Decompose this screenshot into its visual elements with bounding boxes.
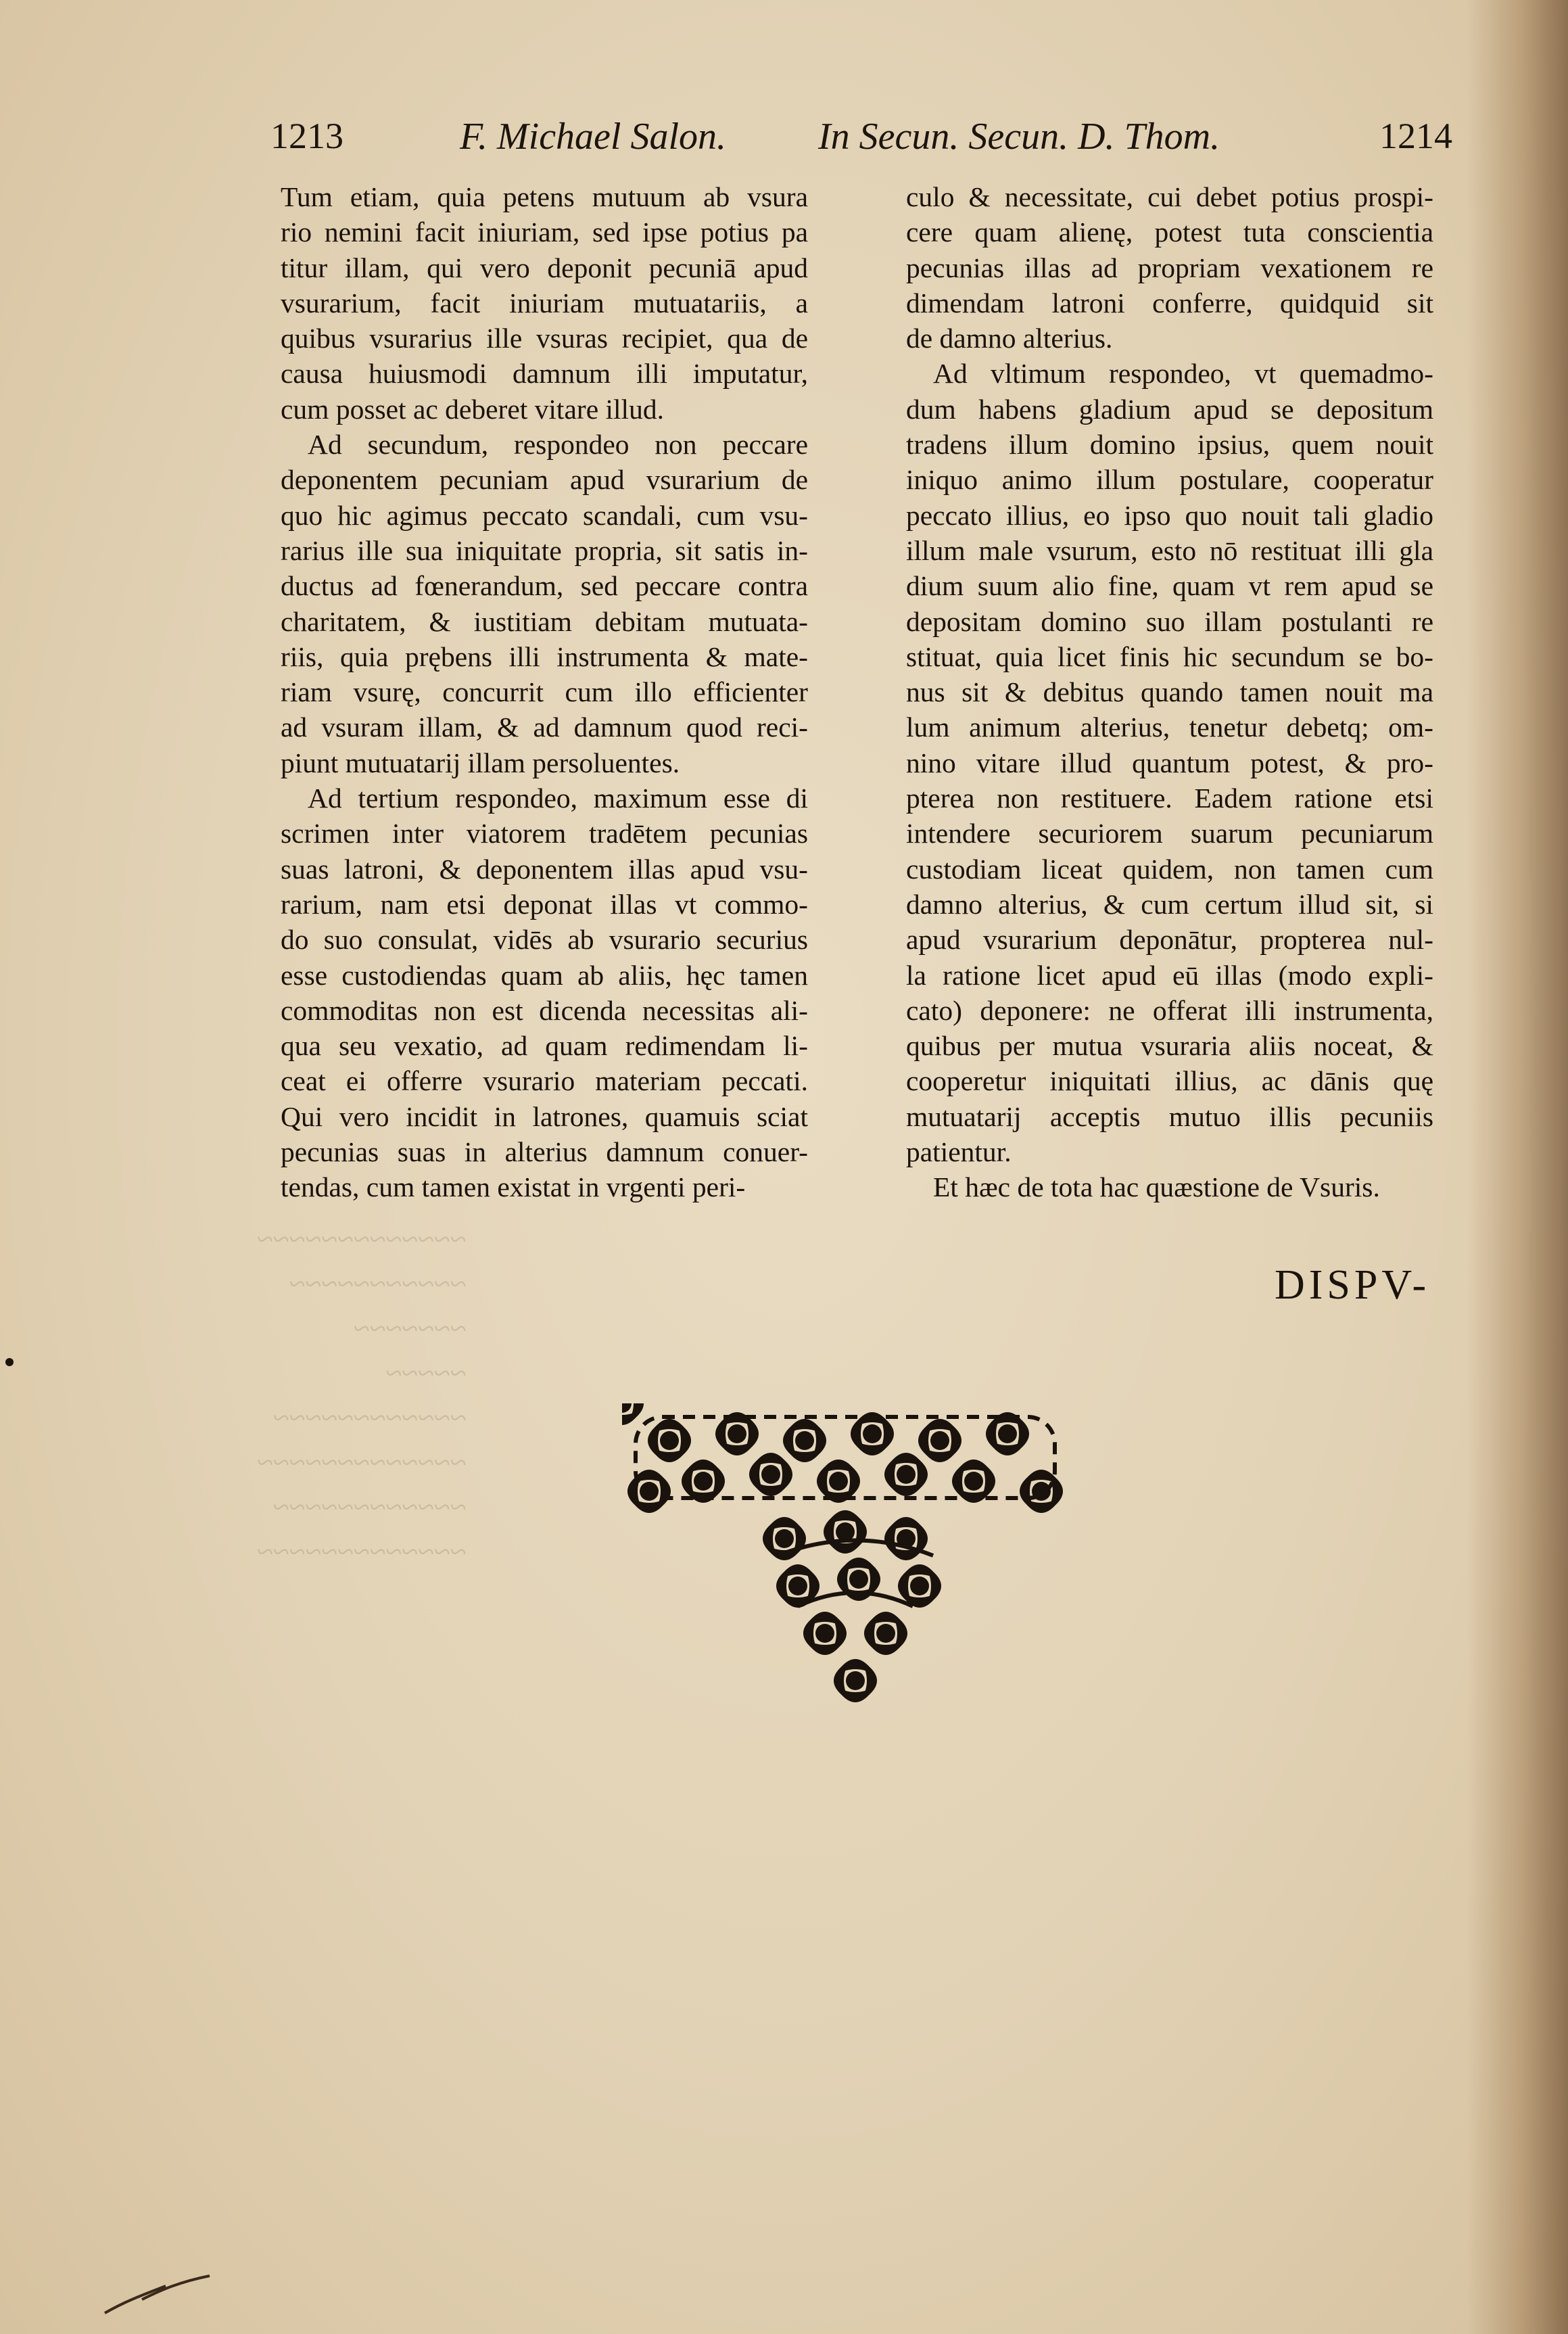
text-line: cere quam alienę, potest tuta conscientia — [906, 216, 1433, 248]
text-line: rio nemini facit iniuriam, sed ipse potius pa — [281, 216, 808, 248]
text-line: cum posset ac deberet vitare illud. — [281, 393, 664, 425]
text-line: nus sit & debitus quando tamen nouit ma — [906, 676, 1433, 708]
paragraph — [906, 1169, 1433, 1205]
text-line: suas latroni, & deponentem illas apud vsu- — [281, 853, 808, 885]
right-text-column — [906, 179, 1433, 1205]
text-line: rarium, nam etsi deponat illas vt commo- — [281, 888, 808, 920]
show-through-left: ~~~~~~~~~~~~~ ~~~~~~~~~~~ ~~~~~~~ ~~~~~ ~~~~~~~~~~~~ ~~~~~~~~~~~~~ ~~~~~~~~~~~~ ~~~~~~~~~~~~~ — [257, 1223, 467, 1568]
text-line: culo & necessitate, cui debet potius prospi- — [906, 181, 1433, 212]
page-edge-shadow — [1467, 0, 1568, 2334]
text-line: lum animum alterius, tenetur debetq; om- — [906, 711, 1433, 743]
text-line: tendas, cum tamen existat in vrgenti peri- — [281, 1171, 746, 1203]
text-line: illum male vsurum, esto nō restituat illi gla — [906, 534, 1433, 566]
text-line: Ad secundum, respondeo non peccare — [308, 429, 808, 461]
paragraph — [906, 179, 1433, 356]
text-line: ceat ei offerre vsurario materiam peccati. — [281, 1065, 808, 1097]
text-line: damno alterius, & cum certum illud sit, si — [906, 888, 1433, 920]
text-line: riis, quia prębens illi instrumenta & mate- — [281, 640, 808, 672]
text-line: nino vitare illud quantum potest, & pro- — [906, 747, 1433, 778]
text-line: Qui vero incidit in latrones, quamuis sciat — [281, 1100, 808, 1132]
paragraph — [906, 356, 1433, 1169]
text-line: Ad vltimum respondeo, vt quemadmo- — [933, 358, 1433, 390]
text-line: scrimen inter viatorem tradētem pecunias — [281, 818, 808, 849]
text-line: esse custodiendas quam ab aliis, hęc tamen — [281, 959, 808, 991]
left-running-head: F. Michael Salon. — [460, 116, 727, 158]
text-line: pecunias suas in alterius damnum conuer- — [281, 1136, 808, 1168]
text-line: titur illam, qui vero deponit pecuniā apud — [281, 252, 808, 283]
text-line: Tum etiam, quia petens mutuum ab vsura — [281, 181, 808, 212]
text-line: do suo consulat, vidēs ab vsurario securius — [281, 924, 808, 956]
text-line: qua seu vexatio, ad quam redimendam li- — [281, 1030, 808, 1062]
paragraph — [281, 780, 808, 1205]
text-line: depositam domino suo illam postulanti re — [906, 605, 1433, 637]
text-line: deponentem pecuniam apud vsurarium de — [281, 464, 808, 496]
text-line: apud vsurarium deponātur, propterea nul- — [906, 924, 1433, 956]
text-line: iniquo animo illum postulare, cooperatur — [906, 464, 1433, 496]
right-page-number: 1214 — [1379, 116, 1452, 156]
catchword: DISPV- — [1275, 1262, 1431, 1308]
paragraph — [281, 427, 808, 780]
text-line: quo hic agimus peccato scandali, cum vsu- — [281, 499, 808, 531]
text-line: tradens illum domino ipsius, quem nouit — [906, 429, 1433, 461]
text-line: ductus ad fœnerandum, sed peccare contra — [281, 570, 808, 602]
text-line: la ratione licet apud eū illas (modo expli- — [906, 959, 1433, 991]
ink-spot — [5, 1358, 14, 1366]
marginal-scribble — [101, 2272, 223, 2320]
text-line: patientur. — [906, 1136, 1012, 1168]
text-line: mutuatarij acceptis mutuo illis pecuniis — [906, 1100, 1433, 1132]
paragraph — [281, 179, 808, 427]
text-line: pecunias illas ad propriam vexationem re — [906, 252, 1433, 283]
text-line: piunt mutuatarij illam persoluentes. — [281, 747, 680, 778]
text-line: dimendam latroni conferre, quidquid sit — [906, 287, 1433, 319]
text-line: intendere securiorem suarum pecuniarum — [906, 818, 1433, 849]
text-line: causa huiusmodi damnum illi imputatur, — [281, 358, 808, 390]
text-line: custodiam liceat quidem, non tamen cum — [906, 853, 1433, 885]
running-header — [270, 115, 1474, 162]
text-line: commoditas non est dicenda necessitas ali- — [281, 994, 808, 1026]
text-line: de damno alterius. — [906, 323, 1113, 354]
text-line: pterea non restituere. Eadem ratione etsi — [906, 783, 1433, 814]
text-line: cato) deponere: ne offerat illi instrumenta, — [906, 994, 1433, 1026]
text-line: dum habens gladium apud se depositum — [906, 393, 1433, 425]
right-running-head: In Secun. Secun. D. Thom. — [818, 116, 1220, 158]
text-line: stituat, quia licet finis hic secundum se bo- — [906, 640, 1433, 672]
text-line: cooperetur iniquitati illius, ac dānis quę — [906, 1065, 1433, 1097]
left-page-number: 1213 — [270, 116, 343, 156]
text-line: charitatem, & iustitiam debitam mutuata- — [281, 605, 808, 637]
text-line: Et hæc de tota hac quæstione de Vsuris. — [933, 1171, 1380, 1203]
printers-ornament-tailpiece — [622, 1403, 1109, 1721]
text-line: quibus vsurarius ille vsuras recipiet, qua de — [281, 323, 808, 354]
text-line: Ad tertium respondeo, maximum esse di — [308, 783, 808, 814]
text-line: peccato illius, eo ipso quo nouit tali gladio — [906, 499, 1433, 531]
text-line: rarius ille sua iniquitate propria, sit satis in- — [281, 534, 808, 566]
text-line: quibus per mutua vsuraria aliis noceat, & — [906, 1030, 1433, 1062]
text-line: riam vsurę, concurrit cum illo efficienter — [281, 676, 808, 708]
text-line: dium suum alio fine, quam vt rem apud se — [906, 570, 1433, 602]
left-text-column — [281, 179, 808, 1205]
text-line: vsurarium, facit iniuriam mutuatariis, a — [281, 287, 808, 319]
text-line: ad vsuram illam, & ad damnum quod reci- — [281, 711, 808, 743]
